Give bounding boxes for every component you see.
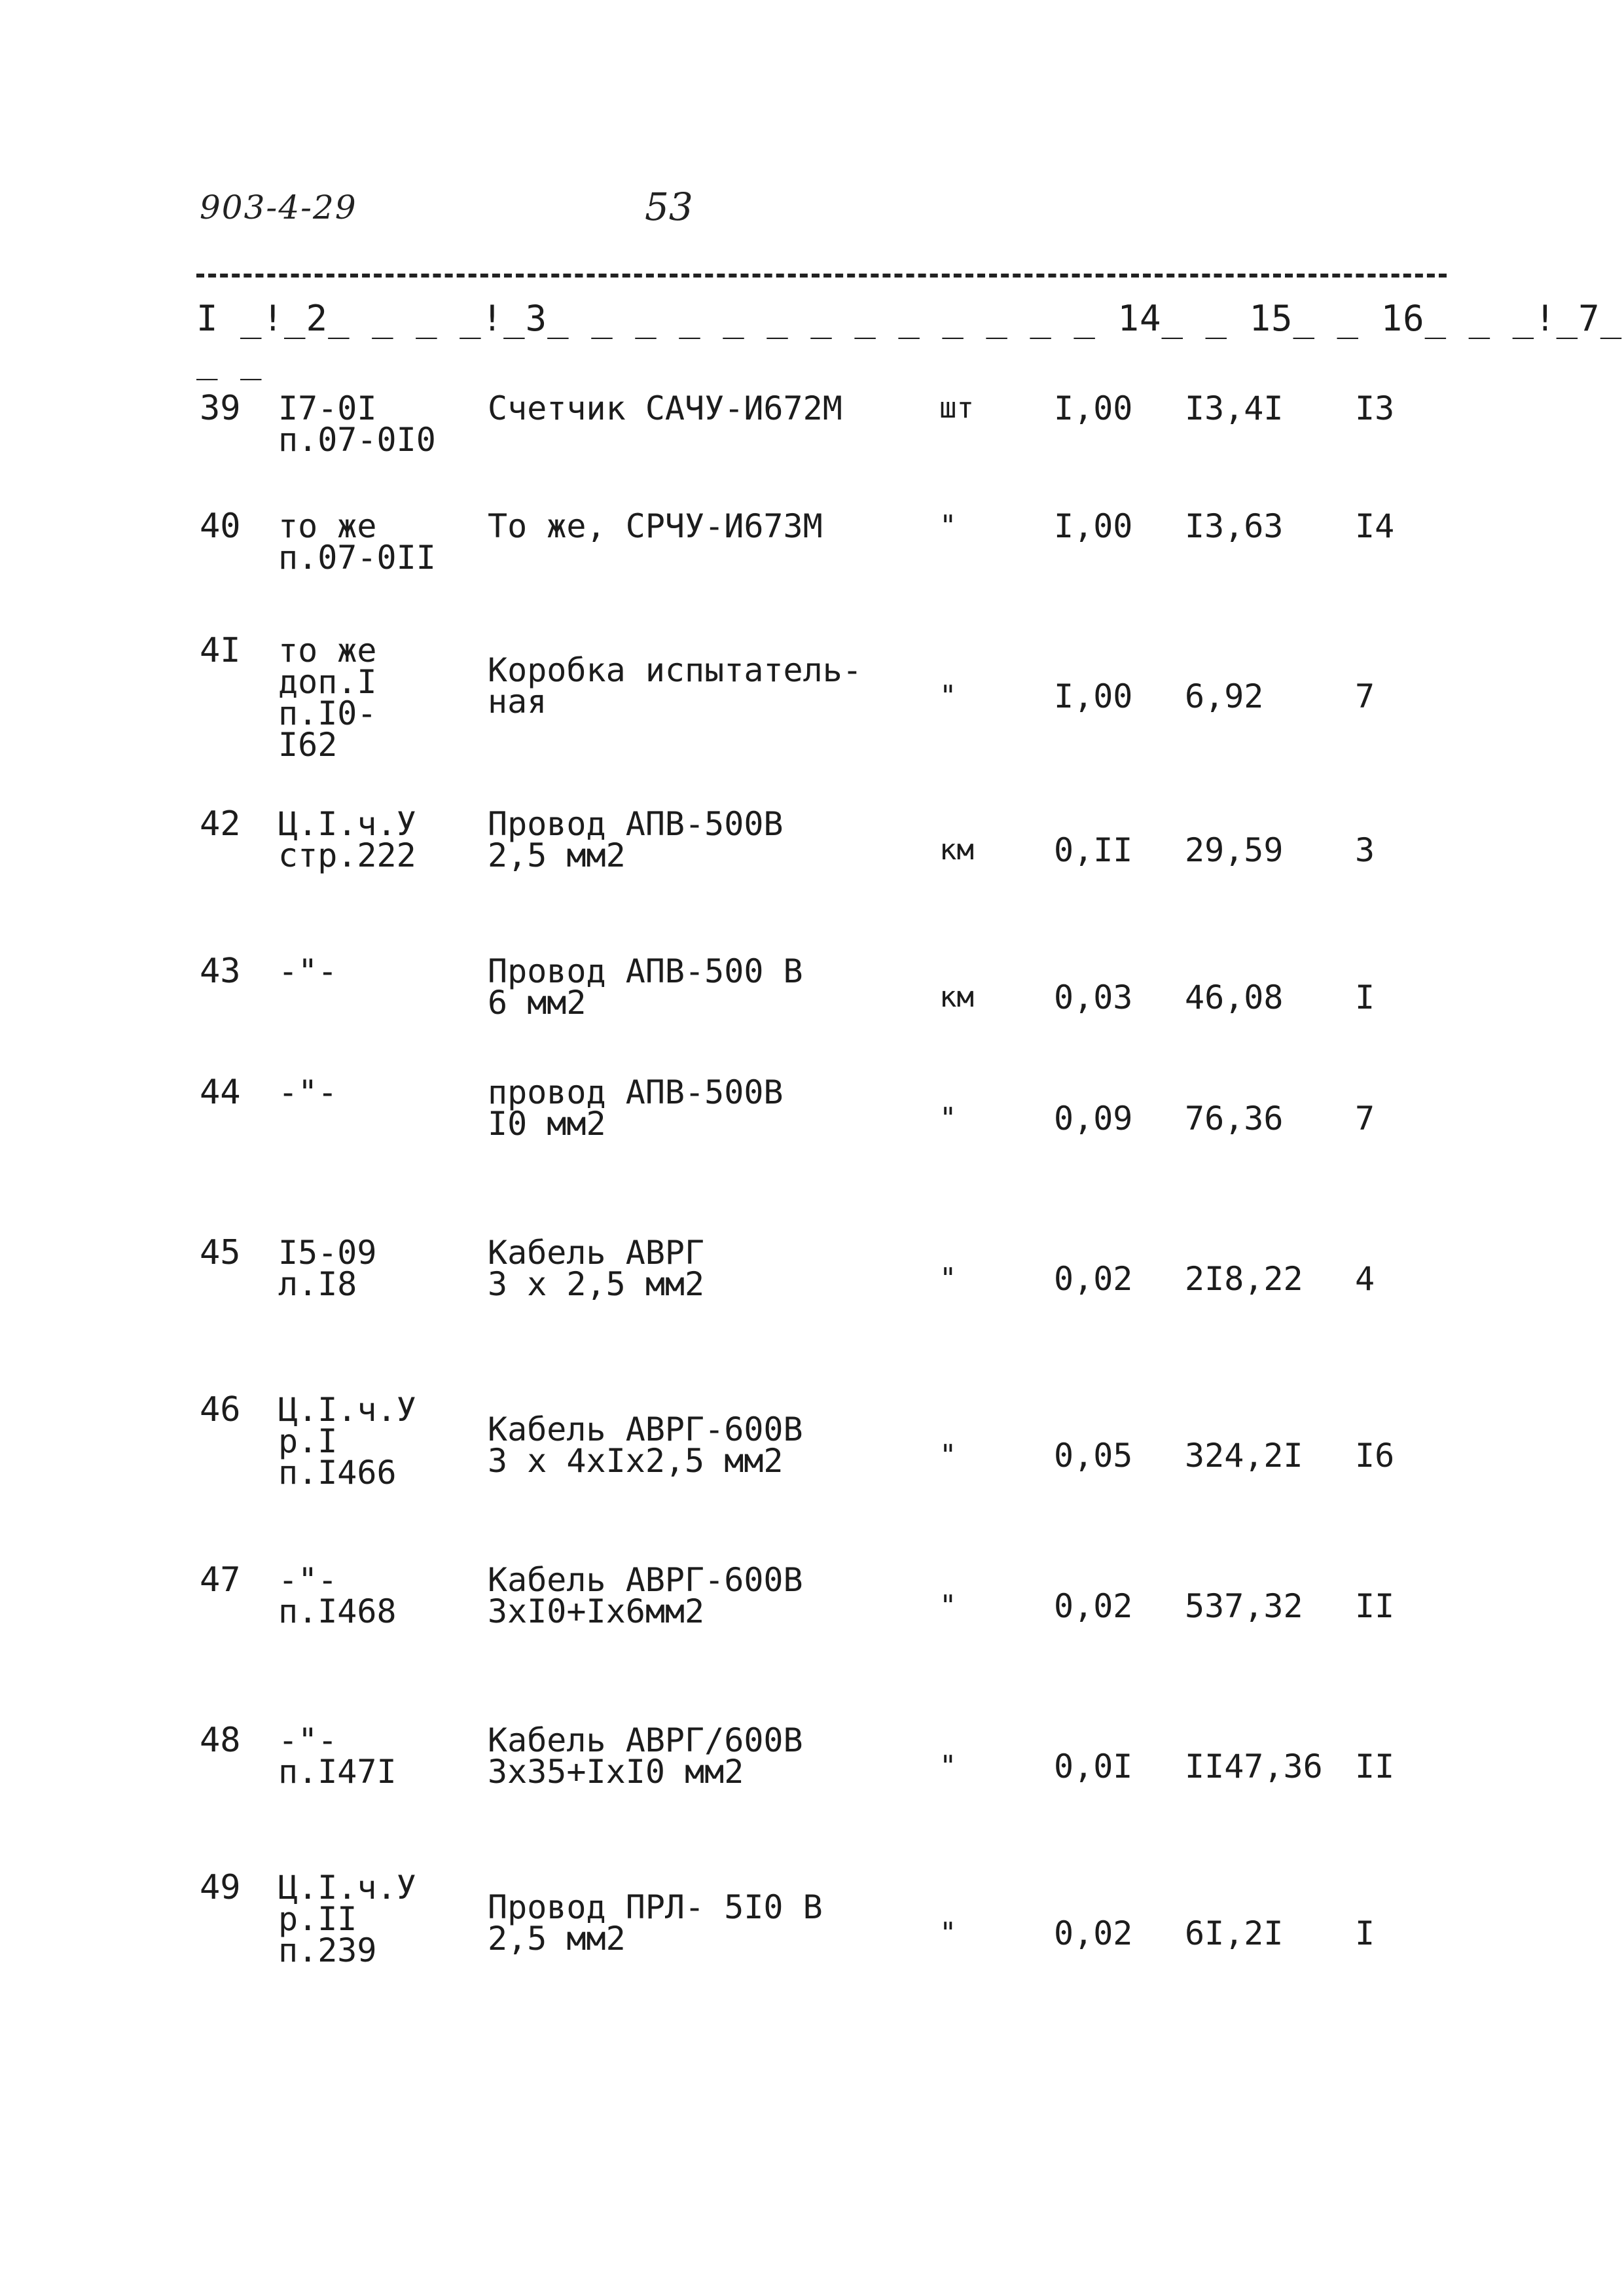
cell-num: 40 [200,507,241,546]
cell-num: 42 [200,804,241,844]
cell-unit: км [939,980,974,1014]
cell-qty: 0,02 [1054,1260,1133,1298]
document-code: 903-4-29 [200,188,357,226]
cell-qty: I,00 [1054,507,1133,545]
cell-price: I3,4I [1185,389,1284,427]
cell-name: Кабель АВРГ-600В 3хI0+Iх6мм2 [488,1561,803,1630]
cell-qty: I,00 [1054,677,1133,715]
cell-name: Коробка испытатель- ная [488,651,862,721]
cell-ref: I7-0I п.07-0I0 [278,389,436,459]
cell-unit: " [939,1439,957,1472]
cell-name: провод АПВ-500В I0 мм2 [488,1073,784,1143]
cell-num: 46 [200,1390,241,1429]
cell-total: 7 [1355,1100,1375,1138]
cell-unit: " [939,1262,957,1295]
cell-price: 537,32 [1185,1587,1303,1625]
cell-total: 7 [1355,677,1375,715]
cell-qty: I,00 [1054,389,1133,427]
cell-ref: -"- п.I47I [278,1721,397,1791]
cell-qty: 0,03 [1054,978,1133,1016]
cell-qty: 0,02 [1054,1587,1133,1625]
cell-qty: 0,05 [1054,1437,1133,1475]
column-header-row: I _!_2_ _ _ _!_3_ _ _ _ _ _ _ _ _ _ _ _ _ 14_ _ 15_ _ 16_ _ _!_7_ _ _ [196,298,1623,380]
cell-num: 4I [200,631,241,670]
cell-unit: " [939,1102,957,1135]
cell-unit: " [939,679,957,713]
cell-price: 6I,2I [1185,1914,1284,1952]
cell-name: Кабель АВРГ 3 х 2,5 мм2 [488,1234,705,1303]
cell-price: I3,63 [1185,507,1284,545]
cell-unit: " [939,509,957,543]
cell-num: 48 [200,1721,241,1760]
cell-total: II [1355,1587,1395,1625]
cell-num: 45 [200,1233,241,1272]
cell-num: 43 [200,952,241,991]
cell-qty: 0,09 [1054,1100,1133,1138]
cell-name: Провод ПРЛ- 5I0 В 2,5 мм2 [488,1888,823,1958]
cell-unit: " [939,1916,957,1950]
cell-price: II47,36 [1185,1748,1323,1785]
cell-total: I [1355,1914,1375,1952]
page-number: 53 [645,185,693,229]
cell-price: 76,36 [1185,1100,1284,1138]
cell-total: I [1355,978,1375,1016]
cell-price: 29,59 [1185,831,1284,869]
cell-total: I6 [1355,1437,1395,1475]
cell-unit: шт [939,391,974,425]
cell-ref: Ц.I.ч.У стр.222 [278,805,416,874]
cell-ref: I5-09 л.I8 [278,1234,377,1303]
cell-ref: -"- [278,1073,338,1111]
cell-name: То же, СРЧУ-И673М [488,507,823,545]
cell-num: 39 [200,389,241,428]
cell-name: Кабель АВРГ-600В 3 х 4хIх2,5 мм2 [488,1410,803,1480]
cell-qty: 0,02 [1054,1914,1133,1952]
cell-num: 47 [200,1560,241,1600]
cell-price: 324,2I [1185,1437,1303,1475]
cell-name: Провод АПВ-500В 2,5 мм2 [488,805,784,874]
cell-ref: Ц.I.ч.У р.II п.239 [278,1869,416,1969]
cell-name: Счетчик САЧУ-И672М [488,389,842,427]
cell-ref: -"- [278,952,338,990]
cell-name: Кабель АВРГ/600В 3х35+IхI0 мм2 [488,1721,803,1791]
cell-total: 3 [1355,831,1375,869]
cell-unit: км [939,833,974,867]
cell-qty: 0,0I [1054,1748,1133,1785]
cell-qty: 0,II [1054,831,1133,869]
cell-price: 6,92 [1185,677,1264,715]
cell-unit: " [939,1589,957,1623]
cell-total: I3 [1355,389,1395,427]
cell-num: 49 [200,1868,241,1907]
header-divider [196,274,1447,278]
cell-ref: -"- п.I468 [278,1561,397,1630]
cell-num: 44 [200,1073,241,1112]
cell-total: I4 [1355,507,1395,545]
cell-unit: " [939,1749,957,1783]
cell-total: II [1355,1748,1395,1785]
cell-ref: то же п.07-0II [278,507,436,577]
cell-ref: Ц.I.ч.У р.I п.I466 [278,1391,416,1492]
cell-price: 2I8,22 [1185,1260,1303,1298]
cell-name: Провод АПВ-500 В 6 мм2 [488,952,803,1022]
cell-price: 46,08 [1185,978,1284,1016]
cell-total: 4 [1355,1260,1375,1298]
cell-ref: то же доп.I п.I0- I62 [278,632,377,764]
